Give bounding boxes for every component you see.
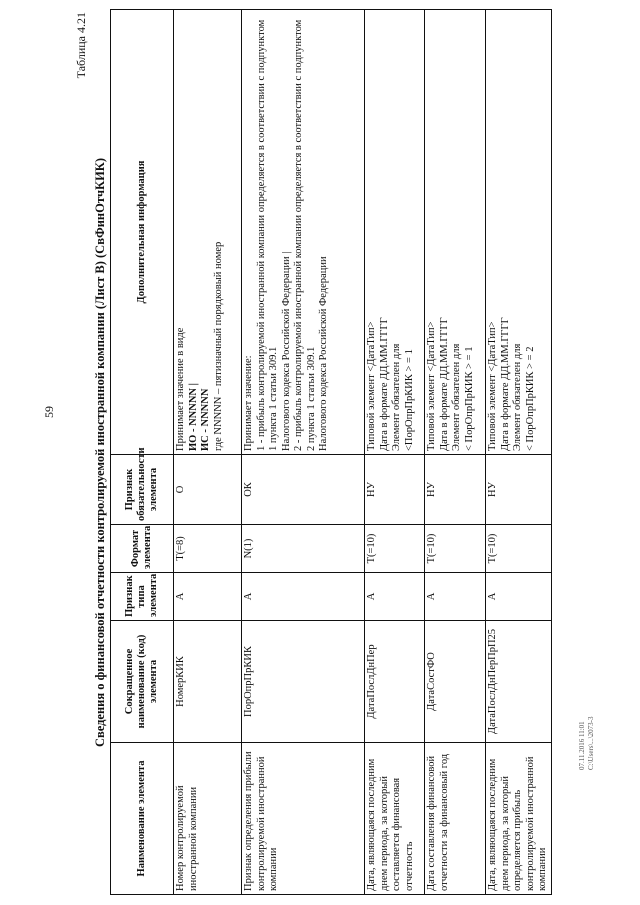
cell-type: А [425, 573, 486, 621]
info-line: Типовой элемент <ДатаТип> [426, 321, 437, 451]
rotated-document-content [73, 10, 568, 895]
cell-type: А [242, 573, 365, 621]
page-number: 59 [42, 406, 56, 418]
info-line: Типовой элемент <ДатаТип> [366, 321, 377, 451]
info-line: Дата в формате ДД.ММ.ГГГГ [378, 317, 390, 451]
table-number: Таблица 4.21 [74, 12, 88, 79]
cell-code: НомерКИК [174, 621, 242, 743]
cell-required: О [174, 455, 242, 525]
header-element-format: Формат элемента [111, 525, 174, 573]
info-line: 1 - прибыль контролируемой иностранной компании определяется в соответствии с подпунктом 1 пункта 1 статьи 309.1 [255, 19, 279, 451]
header-element-required: Признак обязательности элемента [111, 455, 174, 525]
table-row [365, 10, 425, 895]
cell-name: Номер контролируемой иностранной компании [174, 743, 242, 895]
info-line: Дата в формате ДД.ММ.ГГГГ [499, 317, 511, 451]
info-line: Дата в формате ДД.ММ.ГГГГ [438, 317, 450, 451]
cell-code: ДатаСостФО [425, 621, 486, 743]
info-line: ИС - NNNNN [200, 388, 211, 451]
cell-format: N(1) [242, 525, 365, 573]
info-line: где NNNNN – пятизначный порядковый номер [212, 241, 224, 451]
info-line: Элемент обязателен для [391, 343, 402, 451]
cell-code: ДатаПослДнПер [365, 621, 425, 743]
cell-info [425, 10, 486, 455]
table-title: Сведения о финансовой отчетности контролируемой иностранной компании (Лист В) (СвФинОтчКИК) [93, 157, 107, 748]
cell-required: НУ [486, 455, 552, 525]
cell-name: Дата, являющаяся последним днем периода, за который определяется прибыль контролируемой иностранной компании [486, 743, 552, 895]
header-additional-info: Дополнительная информация [111, 10, 174, 455]
footer-stamp [578, 717, 596, 770]
info-line: Типовой элемент <ДатаТип> [487, 321, 498, 451]
info-line: <ПорОпрПрКИК > = 1 [403, 349, 415, 451]
cell-format: T(=8) [174, 525, 242, 573]
cell-code: ДатаПослДнПерПрП25 [486, 621, 552, 743]
cell-info [365, 10, 425, 455]
table-header-row [111, 10, 174, 895]
footer-line: 07.11.2016 11:01 [578, 721, 586, 770]
table-row [425, 10, 486, 895]
cell-name: Дата, являющаяся последним днем периода, за который составляется финансовая отчетность [365, 743, 425, 895]
cell-type: А [365, 573, 425, 621]
cell-info [242, 10, 365, 455]
cell-required: НУ [365, 455, 425, 525]
table-row [242, 10, 365, 895]
header-element-code: Сокращенное наименование (код) элемента [111, 621, 174, 743]
cell-info [174, 10, 242, 455]
footer-line: C:\Users\...\2073-3 [587, 716, 595, 770]
cell-type: А [486, 573, 552, 621]
header-element-type: Признак типа элемента [111, 573, 174, 621]
info-line: Принимает значение: [243, 355, 254, 451]
cell-info [486, 10, 552, 455]
cell-required: ОК [242, 455, 365, 525]
info-line: Элемент обязателен для [451, 343, 462, 451]
cell-name: Признак определения прибыли контролируемой иностранной компании [242, 743, 365, 895]
cell-format: T(=10) [486, 525, 552, 573]
elements-table [110, 9, 552, 895]
cell-required: НУ [425, 455, 486, 525]
table-row [174, 10, 242, 895]
info-line: Элемент обязателен для [512, 343, 523, 451]
header-element-name: Наименование элемента [111, 743, 174, 895]
info-line: ИО - NNNNN | [187, 383, 199, 451]
cell-code: ПорОпрПрКИК [242, 621, 365, 743]
cell-name: Дата составления финансовой отчетности за финансовый год [425, 743, 486, 895]
cell-type: А [174, 573, 242, 621]
cell-format: T(=10) [365, 525, 425, 573]
info-line: < ПорОпрПрКИК > = 2 [524, 346, 536, 451]
info-line: Налогового кодекса Российской Федерации [318, 256, 329, 451]
info-line: Налогового кодекса Российской Федерации | [280, 251, 292, 451]
info-line: < ПорОпрПрКИК > = 1 [463, 346, 475, 451]
info-line: 2 - прибыль контролируемой иностранной компании определяется в соответствии с подпунктом 2 пункта 1 статьи 309.1 [293, 19, 317, 451]
table-row [486, 10, 552, 895]
info-line: Принимает значение в виде [175, 327, 186, 451]
cell-format: T(=10) [425, 525, 486, 573]
